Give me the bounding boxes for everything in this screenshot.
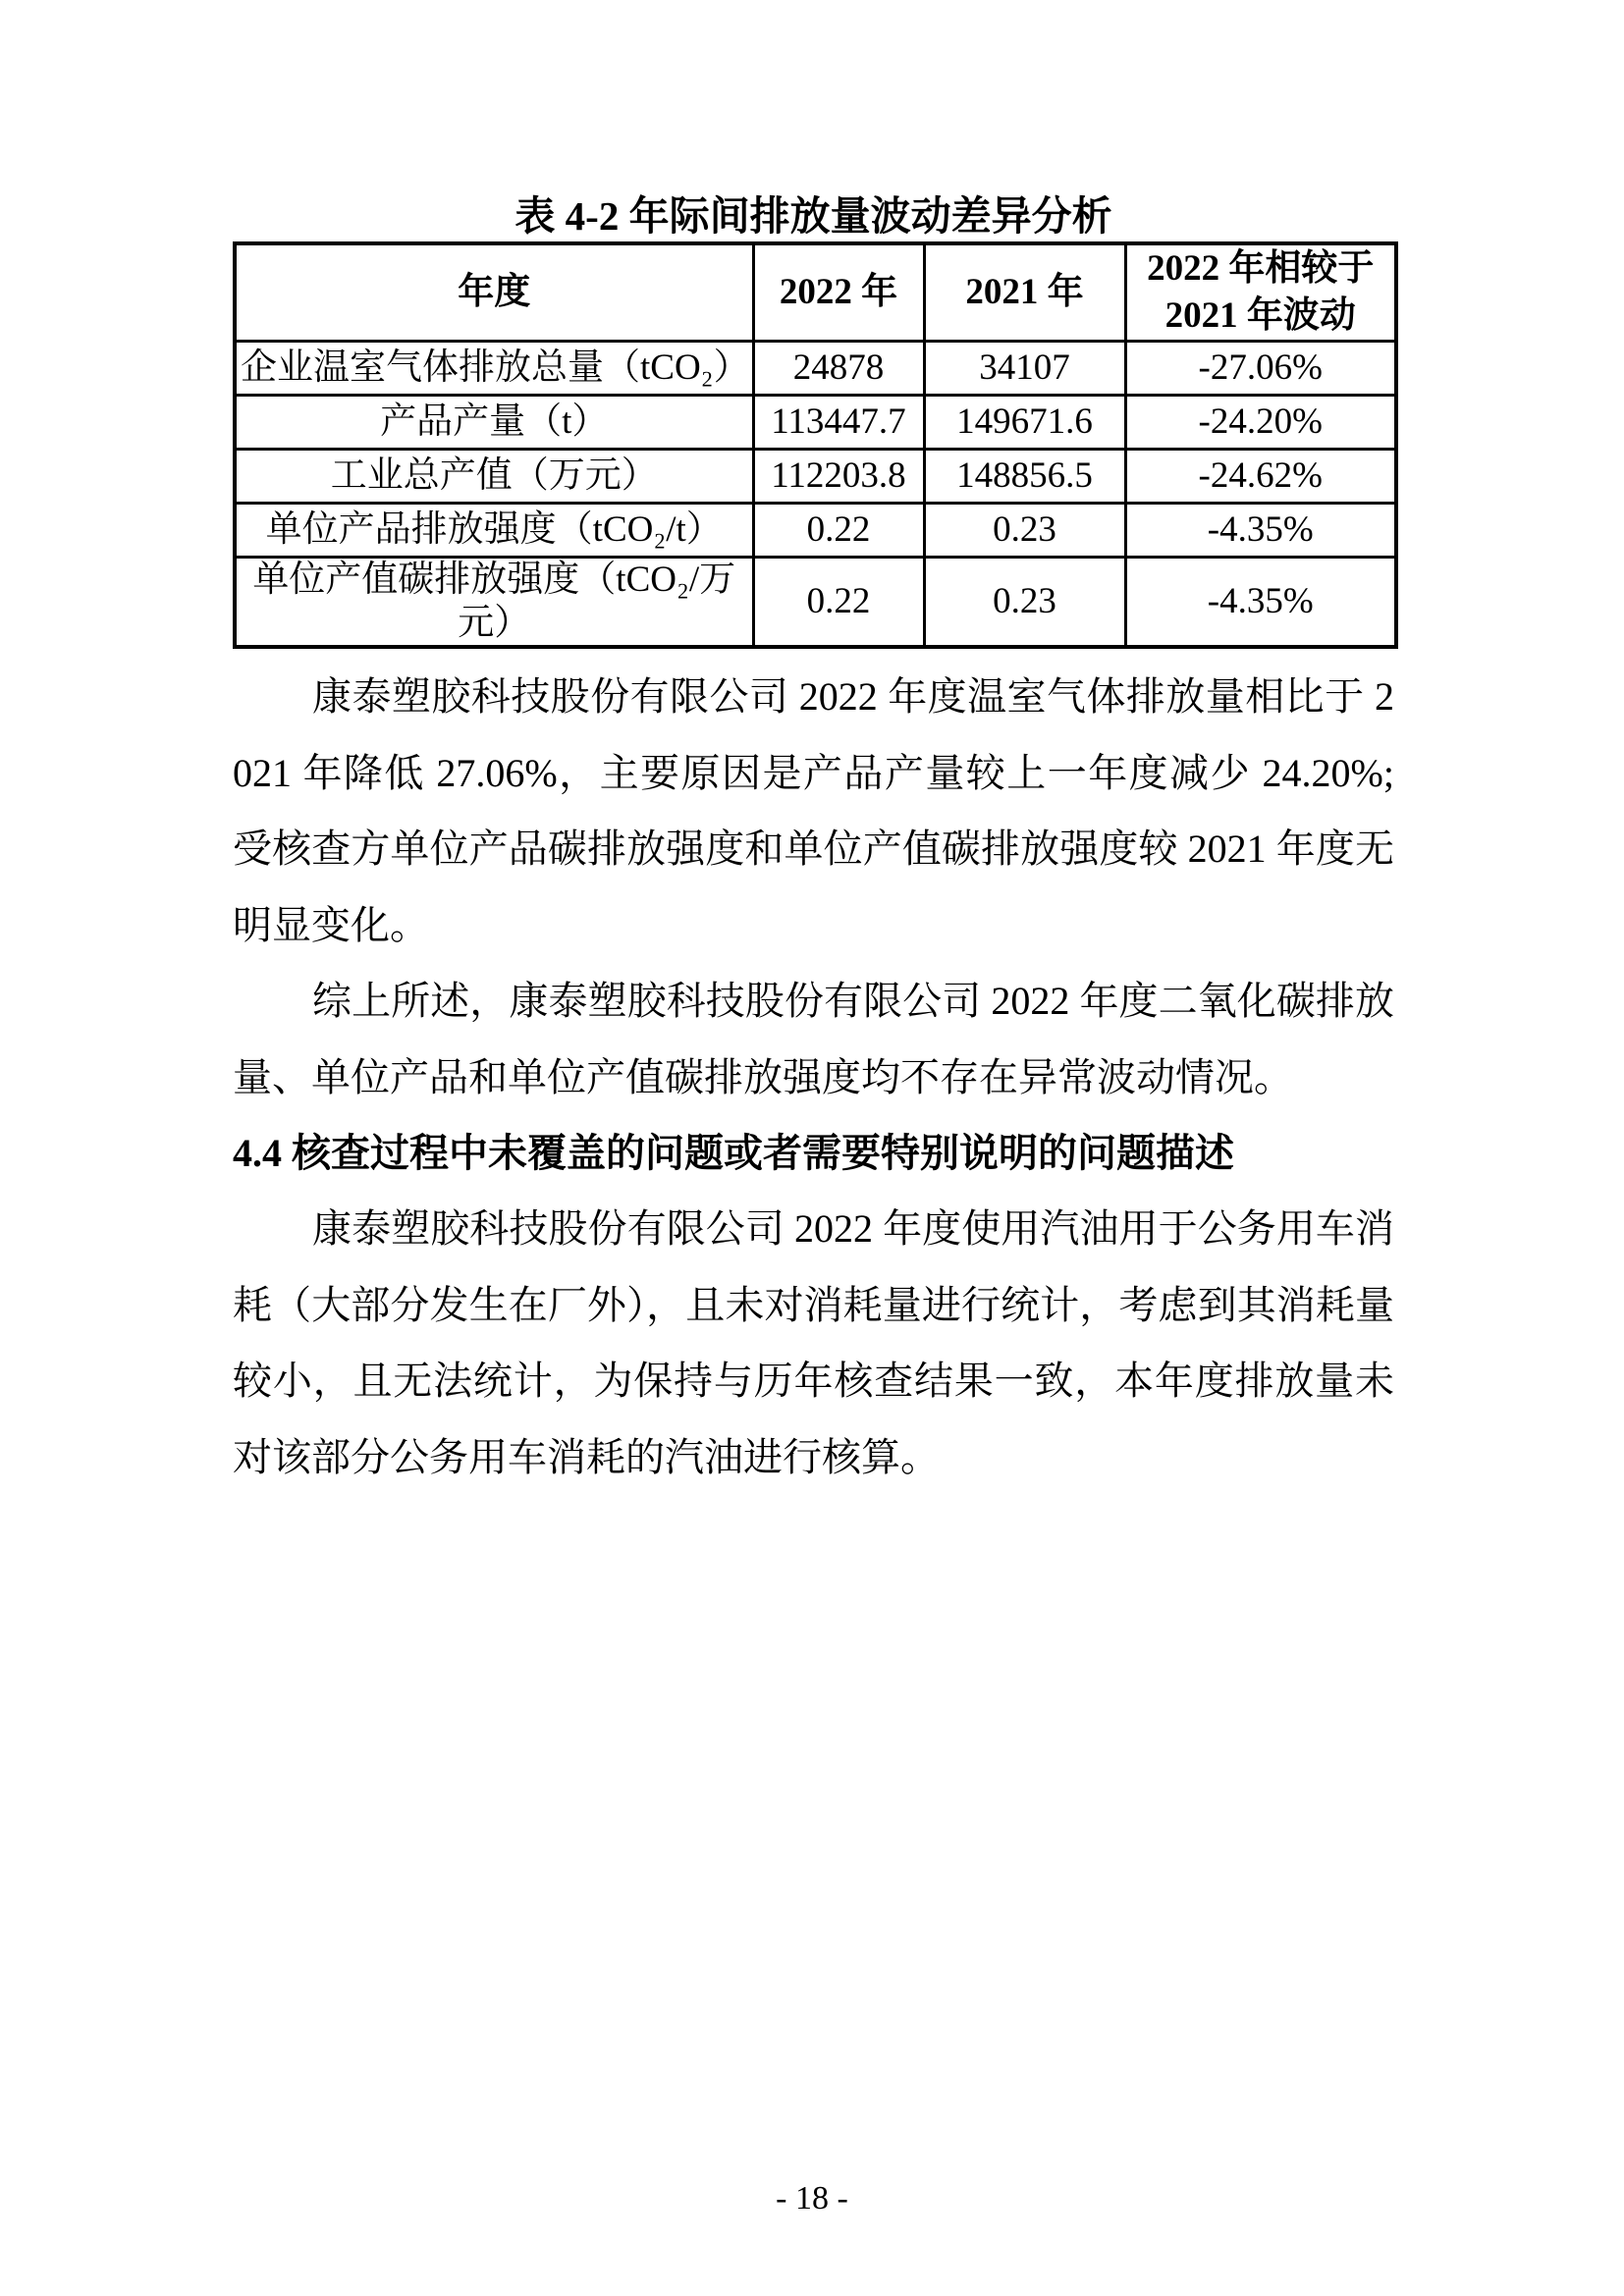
header-cell-2021: 2021 年 bbox=[924, 243, 1125, 342]
paragraph-gasoline-note: 康泰塑胶科技股份有限公司 2022 年度使用汽油用于公务用车消耗（大部分发生在厂外），且未对消耗量进行统计，考虑到其消耗量较小，且无法统计，为保持与历年核查结果一致，本年度排放量未对该部分公务用车消耗的汽油进行核算。 bbox=[233, 1206, 1394, 1479]
row-label-cell: 企业温室气体排放总量（tCO₂） bbox=[235, 342, 753, 396]
paragraph-emission-comparison: 康泰塑胶科技股份有限公司 2022 年度温室气体排放量相比于 2021 年降低 27.06%，主要原因是产品产量较上一年度减少 24.20%;受核查方单位产品碳排放强度和单位产值碳排放强度较 2021 年度无明显变化。 bbox=[233, 674, 1394, 947]
value-cell: -4.35% bbox=[1125, 504, 1396, 558]
row-label-cell: 单位产品排放强度（tCO₂/t） bbox=[235, 504, 753, 558]
value-cell: -4.35% bbox=[1125, 558, 1396, 648]
value-cell: 112203.8 bbox=[753, 450, 924, 504]
value-cell: -27.06% bbox=[1125, 342, 1396, 396]
paragraph-conclusion: 综上所述，康泰塑胶科技股份有限公司 2022 年度二氧化碳排放量、单位产品和单位产值碳排放强度均不存在异常波动情况。 bbox=[233, 979, 1394, 1099]
value-cell: -24.20% bbox=[1125, 396, 1396, 450]
table-row bbox=[235, 504, 1396, 558]
table-row bbox=[235, 396, 1396, 450]
value-cell: 0.22 bbox=[753, 558, 924, 648]
emissions-fluctuation-table bbox=[233, 241, 1398, 649]
value-cell: 113447.7 bbox=[753, 396, 924, 450]
table-caption: 表 4-2 年际间排放量波动差异分析 bbox=[514, 193, 1112, 239]
header-cell-2022: 2022 年 bbox=[753, 243, 924, 342]
section-heading-4-4: 4.4 核查过程中未覆盖的问题或者需要特别说明的问题描述 bbox=[233, 1131, 1234, 1175]
table-header-row bbox=[235, 243, 1396, 342]
page-number: - 18 - bbox=[776, 2180, 848, 2216]
value-cell: -24.62% bbox=[1125, 450, 1396, 504]
table-row bbox=[235, 450, 1396, 504]
value-cell: 0.22 bbox=[753, 504, 924, 558]
value-cell: 148856.5 bbox=[924, 450, 1125, 504]
value-cell: 24878 bbox=[753, 342, 924, 396]
value-cell: 149671.6 bbox=[924, 396, 1125, 450]
value-cell: 0.23 bbox=[924, 504, 1125, 558]
table-row bbox=[235, 558, 1396, 648]
row-label-cell: 产品产量（t） bbox=[235, 396, 753, 450]
table-row bbox=[235, 342, 1396, 396]
header-cell-change: 2022 年相较于 2021 年波动 bbox=[1125, 243, 1396, 342]
row-label-cell: 工业总产值（万元） bbox=[235, 450, 753, 504]
header-cell-year: 年度 bbox=[235, 243, 753, 342]
value-cell: 0.23 bbox=[924, 558, 1125, 648]
row-label-cell: 单位产值碳排放强度（tCO₂/万元） bbox=[235, 558, 753, 648]
value-cell: 34107 bbox=[924, 342, 1125, 396]
